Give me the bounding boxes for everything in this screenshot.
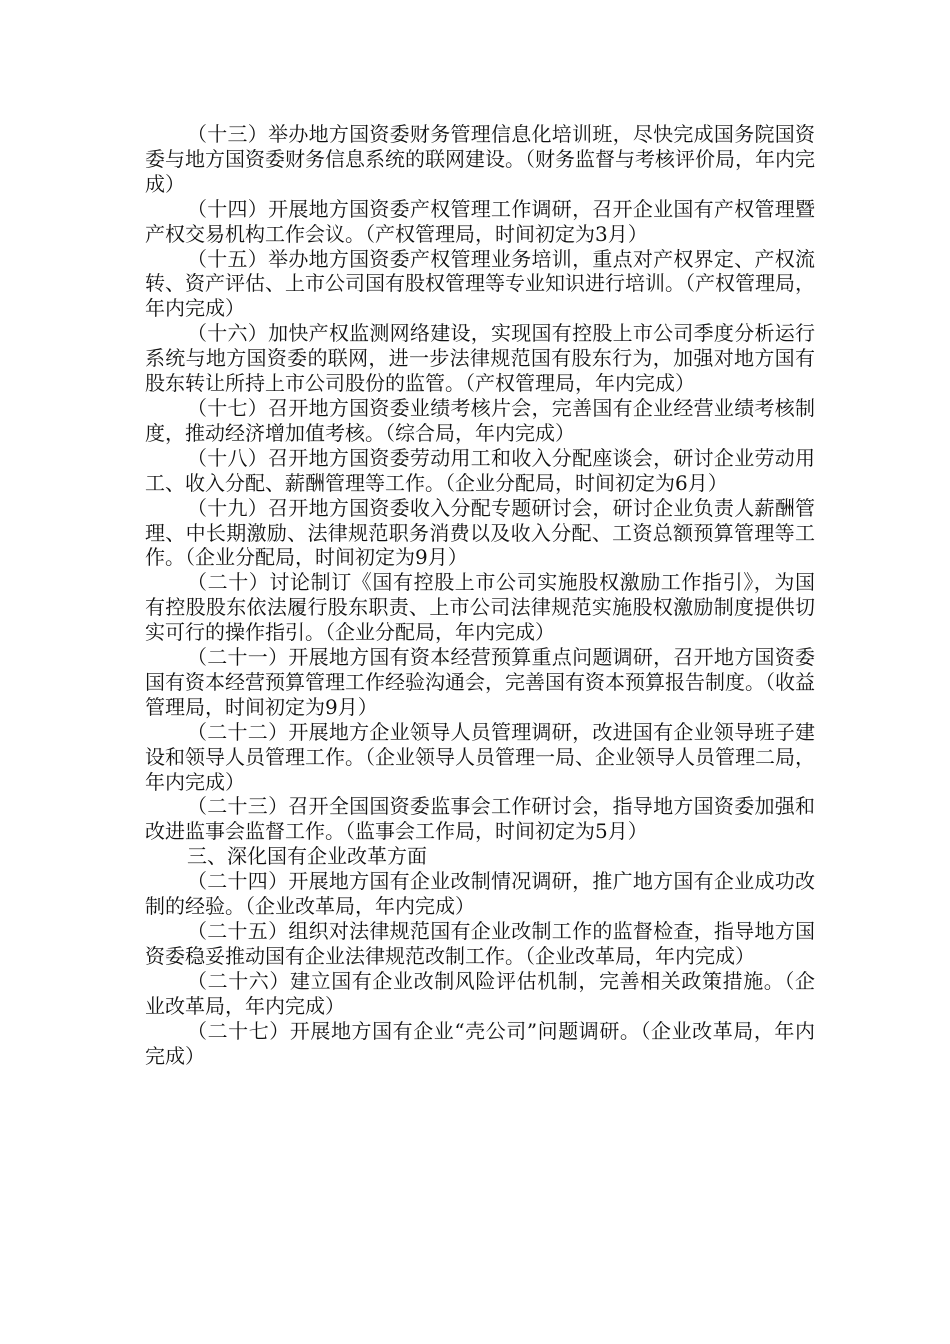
paragraph-27: （二十七）开展地方国有企业“壳公司”问题调研。（企业改革局，年内完成） [145,1018,815,1068]
paragraph-18: （十八）召开地方国资委劳动用工和收入分配座谈会，研讨企业劳动用工、收入分配、薪酬管理等工作。（企业分配局，时间初定为6月） [145,445,815,495]
paragraph-15: （十五）举办地方国资委产权管理业务培训，重点对产权界定、产权流转、资产评估、上市公司国有股权管理等专业知识进行培训。（产权管理局，年内完成） [145,246,815,321]
paragraph-21: （二十一）开展地方国有资本经营预算重点问题调研，召开地方国资委国有资本经营预算管理工作经验沟通会，完善国有资本预算报告制度。（收益管理局，时间初定为9月） [145,645,815,719]
paragraph-23: （二十三）召开全国国资委监事会工作研讨会，指导地方国资委加强和改进监事会监督工作。（监事会工作局，时间初定为5月） [145,794,815,844]
paragraph-16: （十六）加快产权监测网络建设，实现国有控股上市公司季度分析运行系统与地方国资委的联网，进一步法律规范国有股东行为，加强对地方国有股东转让所持上市公司股份的监管。（产权管理局，年内完成） [145,321,815,396]
paragraph-17: （十七）召开地方国资委业绩考核片会，完善国有企业经营业绩考核制度，推动经济增加值考核。（综合局，年内完成） [145,395,815,445]
paragraph-25: （二十五）组织对法律规范国有企业改制工作的监督检查，指导地方国资委稳妥推动国有企业法律规范改制工作。（企业改革局，年内完成） [145,919,815,968]
paragraph-14: （十四）开展地方国资委产权管理工作调研，召开企业国有产权管理暨产权交易机构工作会议。（产权管理局，时间初定为3月） [145,196,815,246]
paragraph-20: （二十）讨论制订《国有控股上市公司实施股权激励工作指引》，为国有控股股东依法履行股东职责、上市公司法律规范实施股权激励制度提供切实可行的操作指引。（企业分配局，年内完成） [145,570,815,645]
paragraph-26: （二十六）建立国有企业改制风险评估机制，完善相关政策措施。（企业改革局，年内完成） [145,968,815,1018]
section-heading-3: 三、深化国有企业改革方面 [187,844,427,869]
paragraph-24: （二十四）开展地方国有企业改制情况调研，推广地方国有企业成功改制的经验。（企业改革局，年内完成） [145,869,815,919]
document-body [145,122,815,1068]
paragraph-13: （十三）举办地方国资委财务管理信息化培训班，尽快完成国务院国资委与地方国资委财务信息系统的联网建设。（财务监督与考核评价局，年内完成） [145,122,815,196]
paragraph-22: （二十二）开展地方企业领导人员管理调研，改进国有企业领导班子建设和领导人员管理工作。（企业领导人员管理一局、企业领导人员管理二局，年内完成） [145,719,815,794]
paragraph-19: （十九）召开地方国资委收入分配专题研讨会，研讨企业负责人薪酬管理、中长期激励、法律规范职务消费以及收入分配、工资总额预算管理等工作。（企业分配局，时间初定为9月） [145,495,815,570]
